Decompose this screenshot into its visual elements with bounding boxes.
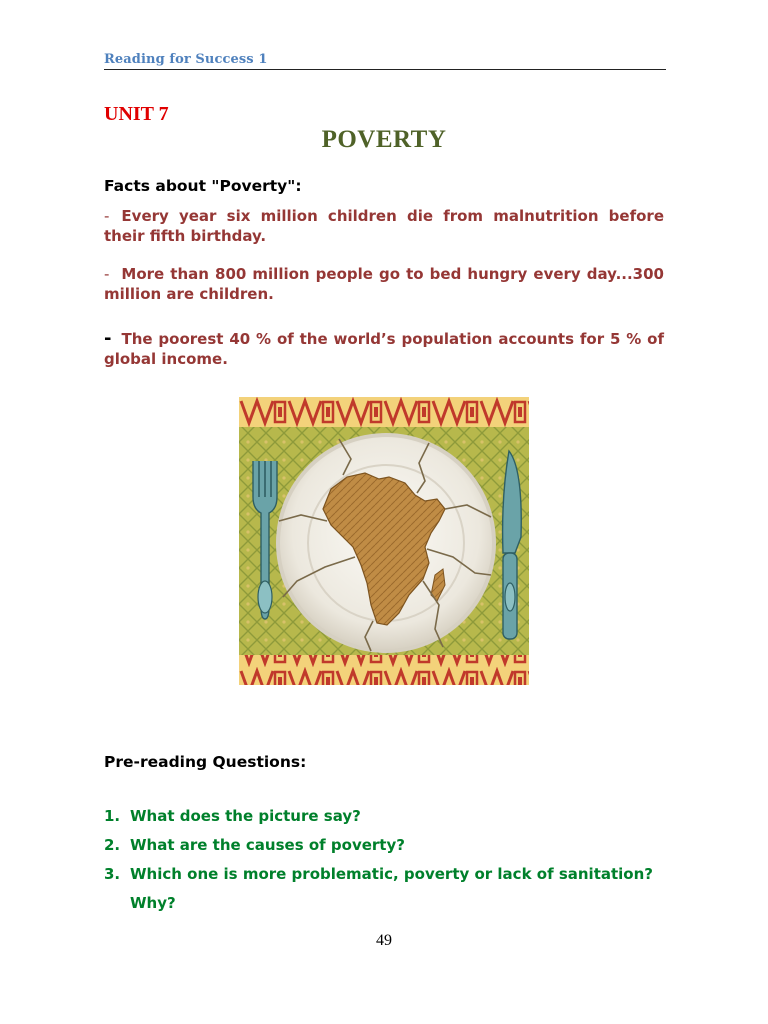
book-title: Reading for Success 1 [104, 52, 268, 67]
page-number: 49 [376, 932, 392, 949]
page-title: POVERTY [321, 126, 447, 153]
question-text: Which one is more problematic, poverty or lack of sanitation? Why? [130, 865, 653, 912]
bottom-border-band [239, 655, 529, 685]
question-text: What does the picture say? [130, 807, 361, 825]
fact-dash: - [104, 328, 112, 349]
facts-heading: Facts about "Poverty": [104, 177, 302, 195]
running-header [104, 50, 666, 70]
question-list [104, 802, 664, 918]
unit-label: UNIT 7 [104, 103, 169, 125]
fact-text: More than 800 million people go to bed hungry every day...300 million are children. [104, 265, 664, 303]
question-item [104, 802, 664, 831]
fact-dash: - [104, 207, 110, 225]
fact-item [104, 329, 664, 369]
question-number: 1. [104, 807, 121, 825]
fact-text: The poorest 40 % of the world’s population accounts for 5 % of global income. [104, 330, 664, 368]
question-item [104, 860, 664, 918]
question-number: 2. [104, 836, 121, 854]
top-border-band [239, 397, 529, 427]
fact-item [104, 264, 664, 304]
question-item [104, 831, 664, 860]
question-number: 3. [104, 865, 121, 883]
question-text: What are the causes of poverty? [130, 836, 405, 854]
prereading-heading: Pre-reading Questions: [104, 753, 307, 771]
fact-item [104, 206, 664, 246]
fact-text: Every year six million children die from malnutrition before their fifth birthday. [104, 207, 664, 245]
fact-dash: - [104, 265, 110, 283]
africa-plate-illustration [239, 397, 529, 685]
